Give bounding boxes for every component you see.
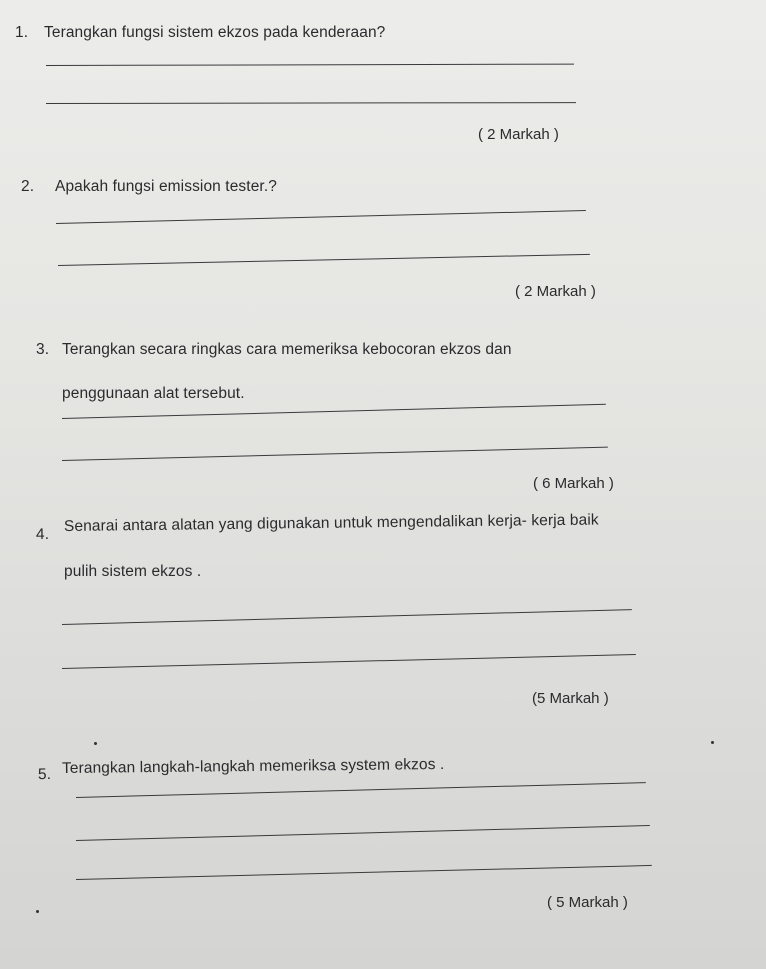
question-2-text: Apakah fungsi emission tester.? [55,178,277,195]
question-5-number: 5. [37,765,52,784]
answer-line[interactable] [76,782,646,798]
answer-line[interactable] [62,404,606,419]
question-2-marks: ( 2 Markah ) [515,283,596,300]
question-1-marks: ( 2 Markah ) [478,126,559,143]
answer-line[interactable] [46,64,574,66]
question-4-number: 4. [35,525,50,544]
question-3-number: 3. [36,341,50,358]
paper-speck [94,742,97,745]
question-4-marks: (5 Markah ) [532,690,609,707]
question-5-marks: ( 5 Markah ) [547,894,628,911]
answer-line[interactable] [76,865,652,880]
answer-line[interactable] [56,210,586,224]
question-5-text: Terangkan langkah-langkah memeriksa system ekzos . [61,755,445,777]
question-3-text-line-2: penggunaan alat tersebut. [62,385,245,402]
answer-line[interactable] [46,102,576,104]
paper-speck [36,910,39,913]
question-1-text: Terangkan fungsi sistem ekzos pada kenderaan? [44,24,386,41]
question-2-number: 2. [21,178,35,195]
answer-line[interactable] [62,447,608,461]
answer-line[interactable] [62,609,632,625]
question-4-text-line-1: Senarai antara alatan yang digunakan untuk mengendalikan kerja- kerja baik [63,511,599,535]
paper-speck [711,741,714,744]
question-3-marks: ( 6 Markah ) [533,475,614,492]
question-1-number: 1. [15,24,29,41]
answer-line[interactable] [62,654,636,669]
answer-line[interactable] [58,254,590,266]
question-4-text-line-2: pulih sistem ekzos . [64,563,202,580]
answer-line[interactable] [76,825,650,841]
question-3-text-line-1: Terangkan secara ringkas cara memeriksa kebocoran ekzos dan [62,341,512,358]
